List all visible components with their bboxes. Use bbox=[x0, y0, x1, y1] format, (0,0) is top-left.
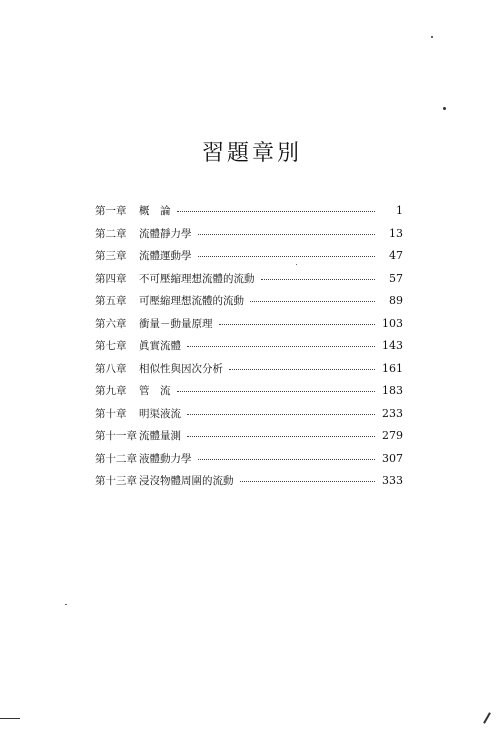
page-number: 143 bbox=[382, 339, 403, 352]
page-number: 183 bbox=[382, 384, 403, 397]
toc-row bbox=[95, 428, 403, 451]
page-number: 233 bbox=[382, 406, 403, 420]
chapter-number: 第六章 bbox=[95, 317, 127, 330]
page-number: 1 bbox=[396, 204, 403, 217]
toc-row bbox=[95, 338, 403, 361]
chapter-title: 眞實流體 bbox=[139, 340, 181, 352]
page-number: 47 bbox=[389, 249, 403, 262]
toc-row bbox=[95, 271, 403, 294]
scan-speck bbox=[431, 36, 433, 38]
page-title: 習題章別 bbox=[201, 141, 302, 166]
dot-leader bbox=[219, 323, 376, 325]
page-number: 13 bbox=[389, 226, 403, 240]
dot-leader bbox=[198, 233, 376, 235]
page-number: 103 bbox=[382, 316, 403, 330]
chapter-number: 第十二章 bbox=[95, 452, 137, 465]
page-number: 333 bbox=[382, 474, 403, 487]
chapter-number: 第五章 bbox=[95, 295, 127, 307]
scan-speck bbox=[65, 604, 67, 605]
chapter-number: 第十三章 bbox=[95, 475, 137, 487]
chapter-title: 概 論 bbox=[139, 205, 171, 217]
dot-leader bbox=[177, 390, 376, 392]
dot-leader bbox=[187, 413, 375, 415]
chapter-title: 管 流 bbox=[139, 385, 171, 397]
toc-row bbox=[95, 293, 403, 316]
chapter-number: 第九章 bbox=[95, 385, 127, 397]
toc-row bbox=[95, 383, 403, 406]
dot-leader bbox=[198, 255, 376, 257]
table-of-contents bbox=[95, 203, 403, 496]
toc-row bbox=[95, 406, 403, 429]
chapter-number: 第八章 bbox=[95, 362, 127, 375]
scan-edge-mark bbox=[0, 718, 20, 719]
chapter-title: 相似性與因次分析 bbox=[139, 362, 223, 375]
chapter-title: 明渠液流 bbox=[139, 407, 181, 420]
dot-leader bbox=[229, 368, 375, 370]
toc-row bbox=[95, 203, 403, 226]
chapter-number: 第二章 bbox=[95, 227, 127, 240]
chapter-number: 第七章 bbox=[95, 340, 127, 352]
chapter-number: 第一章 bbox=[95, 205, 127, 217]
toc-row bbox=[95, 226, 403, 249]
dot-leader bbox=[187, 345, 375, 347]
dot-leader bbox=[187, 435, 375, 437]
chapter-title: 流體靜力學 bbox=[139, 227, 192, 240]
chapter-title: 可壓縮理想流體的流動 bbox=[139, 295, 244, 307]
chapter-number: 第三章 bbox=[95, 250, 127, 262]
scan-edge-mark bbox=[483, 712, 491, 723]
dot-leader bbox=[261, 278, 376, 280]
chapter-title: 液體動力學 bbox=[139, 452, 192, 465]
page-number: 89 bbox=[389, 294, 403, 307]
page-number: 57 bbox=[389, 271, 403, 285]
page-number: 161 bbox=[382, 361, 403, 375]
chapter-title: 流體運動學 bbox=[139, 250, 192, 262]
dot-leader bbox=[250, 300, 375, 302]
dot-leader bbox=[240, 480, 376, 482]
toc-row bbox=[95, 248, 403, 271]
chapter-number: 第十一章 bbox=[95, 430, 137, 442]
dot-leader bbox=[198, 458, 376, 460]
toc-row bbox=[95, 361, 403, 384]
scan-speck bbox=[296, 264, 297, 265]
toc-row bbox=[95, 473, 403, 496]
toc-row bbox=[95, 451, 403, 474]
dot-leader bbox=[177, 210, 376, 212]
page-number: 279 bbox=[382, 429, 403, 442]
chapter-title: 衝量－動量原理 bbox=[139, 317, 213, 330]
chapter-title: 不可壓縮理想流體的流動 bbox=[139, 272, 255, 285]
toc-row bbox=[95, 316, 403, 339]
page-number: 307 bbox=[382, 451, 403, 465]
chapter-title: 浸沒物體周圍的流動 bbox=[139, 475, 234, 487]
chapter-number: 第四章 bbox=[95, 272, 127, 285]
scan-speck bbox=[443, 107, 446, 110]
chapter-number: 第十章 bbox=[95, 407, 127, 420]
chapter-title: 流體量測 bbox=[139, 430, 181, 442]
